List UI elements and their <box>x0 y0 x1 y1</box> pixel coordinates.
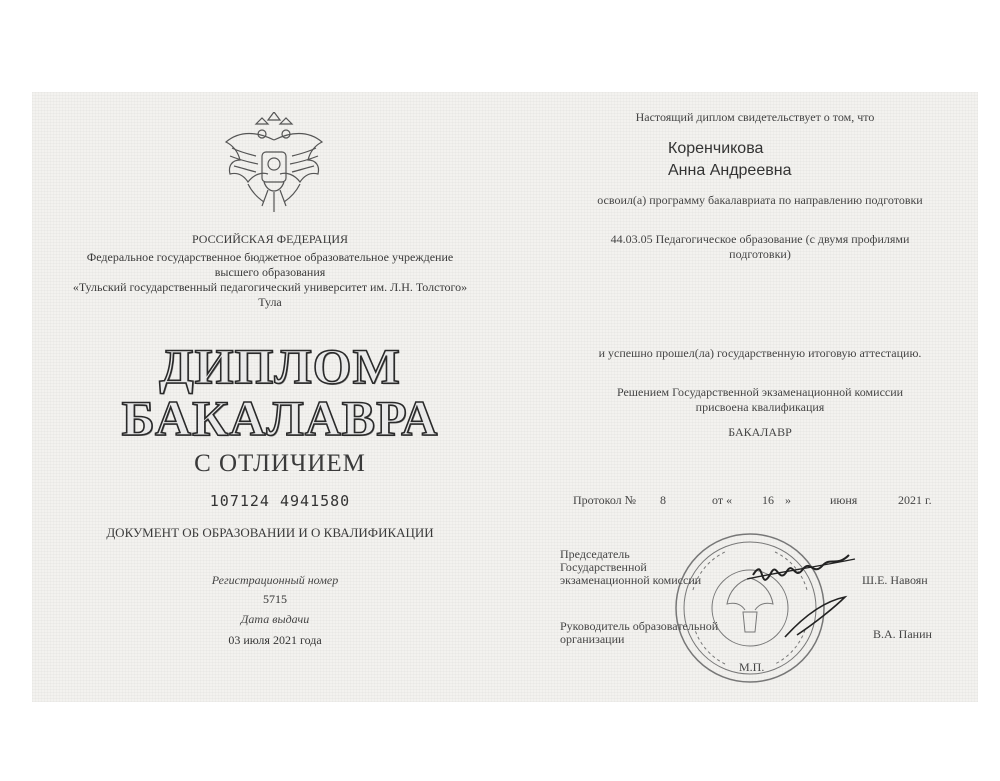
double-headed-eagle-emblem-icon <box>218 112 330 217</box>
protocol-day: 16 <box>762 493 774 507</box>
country-name: РОССИЙСКАЯ ФЕДЕРАЦИЯ <box>191 232 349 246</box>
seal-label: М.П. <box>739 660 765 674</box>
registration-number: 5715 <box>263 592 287 606</box>
registration-number-label: Регистрационный номер <box>211 573 339 587</box>
issue-date-label: Дата выдачи <box>240 612 310 626</box>
program-line-1: 44.03.05 Педагогическое образование (с двумя профилями <box>610 232 910 246</box>
commission-decision-line-2: присвоена квалификация <box>695 400 825 414</box>
document-type: ДОКУМЕНТ ОБ ОБРАЗОВАНИИ И О КВАЛИФИКАЦИИ <box>106 525 434 540</box>
institution-line-1: Федеральное государственное бюджетное образовательное учреждение <box>86 250 454 264</box>
mastered-program-text: освоил(а) программу бакалавриата по направлению подготовки <box>597 193 923 207</box>
protocol-day-close: » <box>785 493 791 507</box>
protocol-year: 2021 г. <box>898 493 932 507</box>
protocol-from: от « <box>712 493 733 507</box>
certifies-text: Настоящий диплом свидетельствует о том, что <box>635 110 875 124</box>
signature-icon <box>745 545 865 645</box>
chair-name: Ш.Е. Навоян <box>862 573 928 587</box>
head-title-line-2: организации <box>560 632 625 646</box>
chair-title-line-1: Председатель <box>560 547 630 561</box>
chair-title-line-3: экзаменационной комиссии <box>560 573 702 587</box>
diploma-title-line-1: ДИПЛОМ <box>159 338 401 394</box>
diploma-title-line-2: БАКАЛАВРА <box>121 390 439 446</box>
honors-label: С ОТЛИЧИЕМ <box>194 450 366 477</box>
issue-date: 03 июля 2021 года <box>228 633 322 647</box>
institution-line-3: «Тульский государственный педагогический университет им. Л.Н. Толстого» <box>72 280 468 294</box>
program-line-2: подготовки) <box>729 247 791 261</box>
graduate-surname: Коренчикова <box>668 140 764 157</box>
protocol-month: июня <box>830 493 858 507</box>
passed-attestation-text: и успешно прошел(ла) государственную итоговую аттестацию. <box>598 346 922 360</box>
graduate-given-names: Анна Андреевна <box>668 162 792 179</box>
serial-number: 107124 4941580 <box>209 492 351 510</box>
commission-decision-line-1: Решением Государственной экзаменационной комиссии <box>616 385 904 399</box>
head-title-line-1: Руководитель образовательной <box>560 619 719 633</box>
city: Тула <box>258 295 282 309</box>
qualification: БАКАЛАВР <box>728 425 792 439</box>
head-name: В.А. Панин <box>873 627 932 641</box>
protocol-number: 8 <box>660 493 666 507</box>
institution-line-2: высшего образования <box>214 265 326 279</box>
protocol-label: Протокол № <box>573 493 637 507</box>
chair-title-line-2: Государственной <box>560 560 647 574</box>
